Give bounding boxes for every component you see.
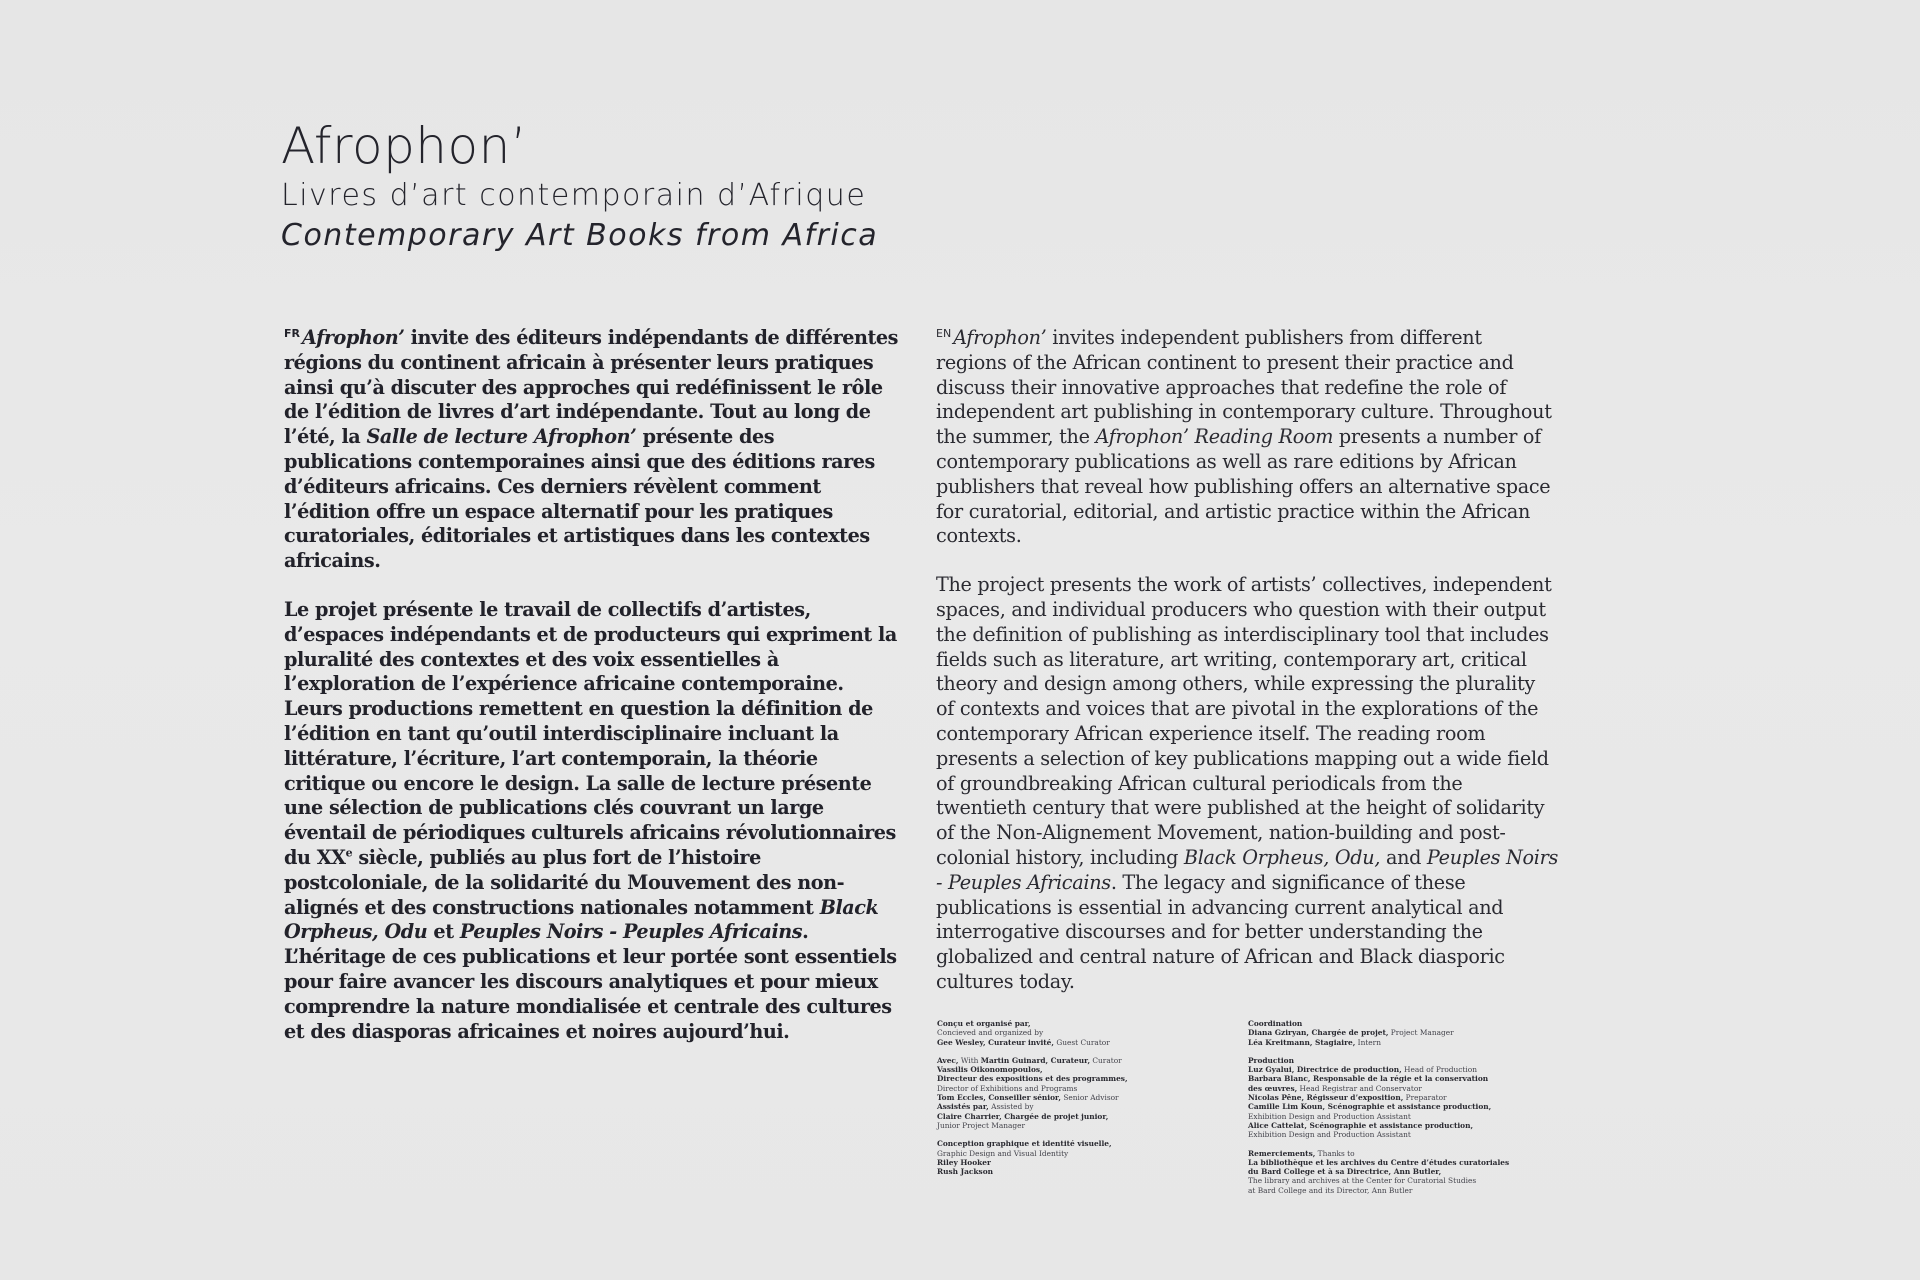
credit-line — [937, 1074, 1217, 1083]
credit-line — [1248, 1158, 1548, 1167]
credit-name: Avec, — [937, 1055, 959, 1065]
credit-line — [937, 1084, 1217, 1093]
credit-line — [937, 1028, 1217, 1037]
credit-line — [937, 1149, 1217, 1158]
text-run: et — [427, 920, 460, 944]
text-run: présente des publications contemporaines ainsi que des éditions rares d’éditeurs africains. Ces derniers révèlent comment l’édition offre un espace alternatif pour les pratiques curatoriales, éditoriales et artistiques dans les contextes africains. — [284, 425, 875, 573]
italic-title-run: Afrophon’ — [301, 326, 405, 349]
credit-name: Remerciements, — [1248, 1148, 1316, 1158]
credit-name: Léa Kreitmann, Stagiaire, — [1248, 1037, 1356, 1047]
credit-role: The library and archives at the Center for Curatorial Studies — [1248, 1176, 1477, 1186]
text-run: siècle, publiés au plus fort de l’histoire postcoloniale, de la solidarité du Mouvement des non-alignés et des constructions nationales notamment — [284, 845, 845, 919]
credit-name: Vassilis Oikonomopoulos, — [937, 1065, 1043, 1075]
subtitle-english: Contemporary Art Books from Africa — [281, 217, 879, 253]
credit-role: Graphic Design and Visual Identity — [937, 1148, 1069, 1158]
credit-group — [937, 1019, 1217, 1047]
credit-group — [937, 1056, 1217, 1130]
language-tag-fr: FR — [284, 327, 300, 340]
text-run: Le projet présente le travail de collectifs d’artistes, d’espaces indépendants et de producteurs qui expriment la pluralité des contextes et des voix essentielles à l’exploration de l’expérience africaine contemporaine. Leurs productions remettent en question la définition de l’édition en tant qu’outil interdisciplinaire incluant la littérature, l’écriture, l’art contemporain, la théorie critique ou encore le design. La salle de lecture présente une sélection de publications clés couvrant un large éventail de périodiques culturels africains révolutionnaires du XX — [284, 597, 897, 869]
french-paragraph-1 — [284, 322, 904, 574]
credit-role: Guest Curator — [1053, 1037, 1110, 1047]
credit-role: Thanks to — [1315, 1148, 1355, 1158]
credit-line — [1248, 1121, 1548, 1130]
text-run: . L’héritage de ces publications et leur portée sont essentiels pour faire avancer les discours analytiques et pour mieux comprendre la nature mondialisée et centrale des cultures et des diasporas africaines et noires aujourd’hui. — [284, 920, 897, 1043]
credit-line — [1248, 1176, 1548, 1185]
credit-name: Luz Gyalui, Directrice de production, — [1248, 1065, 1402, 1075]
credit-role: Director of Exhibitions and Programs — [937, 1083, 1078, 1093]
text-run: . The legacy and significance of these publications is essential in advancing current analytical and interrogative discourses and for better understanding the globalized and central nature of African and Black diasporic cultures today. — [936, 870, 1505, 993]
text-run: presents a number of contemporary publications as well as rare editions by African publishers that reveal how publishing offers an alternative space for curatorial, editorial, and artistic practice within the African contexts. — [936, 425, 1551, 548]
credit-line — [1248, 1028, 1548, 1037]
italic-title-run: Black Orpheus, Odu — [284, 895, 879, 944]
credit-role: Preparator — [1403, 1093, 1447, 1103]
credit-line — [1248, 1112, 1548, 1121]
credit-name: Camille Lim Koun, Scénographie et assistance production, — [1248, 1102, 1492, 1112]
credit-role: Exhibition Design and Production Assistant — [1248, 1111, 1411, 1121]
subtitle-french: Livres d’art contemporain d’Afrique — [281, 177, 867, 213]
credit-line — [937, 1056, 1217, 1065]
credit-name: des œuvres, — [1248, 1083, 1298, 1093]
text-run: and — [1380, 845, 1427, 869]
credit-name: Martin Guinard, Curateur, — [980, 1055, 1091, 1065]
credit-line — [1248, 1056, 1548, 1065]
credit-line — [1248, 1065, 1548, 1074]
credit-line — [1248, 1038, 1548, 1047]
french-text-column — [284, 322, 904, 1068]
exhibition-title: Afrophon’ — [281, 117, 528, 175]
credit-name: Coordination — [1248, 1019, 1303, 1028]
credit-role: Head of Production — [1401, 1065, 1477, 1075]
credit-group — [1248, 1149, 1548, 1195]
credit-line — [937, 1102, 1217, 1111]
credit-role: Head Registrar and Conservator — [1297, 1083, 1422, 1093]
credit-role: Exhibition Design and Production Assistant — [1248, 1130, 1411, 1140]
credit-role: Curator — [1090, 1055, 1122, 1065]
credit-line — [937, 1019, 1217, 1028]
credit-line — [937, 1112, 1217, 1121]
credit-line — [937, 1139, 1217, 1148]
superscript-run: e — [345, 846, 353, 860]
italic-title-run: Peuples Noirs - Peuples Africains — [459, 920, 803, 944]
credit-line — [1248, 1167, 1548, 1176]
credit-line — [1248, 1186, 1548, 1195]
credit-line — [1248, 1102, 1548, 1111]
credits-column-right — [1248, 1019, 1548, 1204]
credit-line — [1248, 1149, 1548, 1158]
credit-line — [1248, 1019, 1548, 1028]
credit-role: Assisted by — [988, 1102, 1034, 1112]
credit-role: Junior Project Manager — [937, 1120, 1026, 1130]
credit-line — [937, 1065, 1217, 1074]
credit-name: Conçu et organisé par, — [937, 1019, 1031, 1028]
credit-name: Directeur des expositions et des programmes, — [937, 1074, 1128, 1084]
italic-title-run: Peuples Noirs - Peuples Africains — [936, 845, 1558, 894]
credit-name: Diana Gziryan, Chargée de projet, — [1248, 1028, 1389, 1038]
credit-name: Nicolas Pêne, Régisseur d’exposition, — [1248, 1093, 1404, 1103]
credit-role: With — [958, 1055, 981, 1065]
credit-name: Claire Charrier, Chargée de projet junior, — [937, 1111, 1109, 1121]
credit-name: Gee Wesley, Curateur invité, — [937, 1037, 1054, 1047]
english-paragraph-1 — [936, 322, 1558, 549]
credit-line — [937, 1158, 1217, 1167]
italic-title-run: Afrophon’ — [953, 326, 1047, 349]
french-paragraph-1-body — [284, 326, 898, 572]
english-text-column — [936, 322, 1558, 1019]
credit-line — [1248, 1093, 1548, 1102]
credit-line — [1248, 1074, 1548, 1083]
italic-title-run: Salle de lecture Afrophon’ — [366, 425, 637, 449]
credit-name: Conception graphique et identité visuelle, — [937, 1139, 1112, 1149]
credit-role: Project Manager — [1388, 1028, 1454, 1038]
credit-group — [937, 1139, 1217, 1176]
credit-name: Production — [1248, 1055, 1294, 1065]
credit-name: Tom Eccles, Conseiller sénior, — [937, 1093, 1061, 1103]
text-run: invite des éditeurs indépendants de différentes régions du continent africain à présenter leurs pratiques ainsi qu’à discuter des approches qui redéfinissent le rôle de l’édition de livres d’art indépendante. Tout au long de l’été, la — [284, 326, 899, 449]
credit-line — [1248, 1084, 1548, 1093]
credit-line — [1248, 1130, 1548, 1139]
credit-line — [937, 1167, 1217, 1176]
text-run: invites independent publishers from different regions of the African continent to present their practice and discuss their innovative approaches that redefine the role of independent art publishing in contemporary culture. Throughout the summer, the — [936, 326, 1552, 449]
credit-name: Alice Cattelat, Scénographie et assistance production, — [1248, 1120, 1474, 1130]
credit-name: La bibliothèque et les archives du Centre d’études curatoriales — [1248, 1157, 1510, 1167]
french-paragraph-2 — [284, 598, 904, 1044]
credit-line — [937, 1038, 1217, 1047]
credit-group — [1248, 1019, 1548, 1047]
credit-role: at Bard College and its Director, Ann Butler — [1248, 1185, 1413, 1195]
credit-name: du Bard College et à sa Directrice, Ann Butler, — [1248, 1167, 1442, 1177]
text-run: The project presents the work of artists’ collectives, independent spaces, and individual producers who question with their output the definition of publishing as interdisciplinary tool that includes fields such as literature, art writing, contemporary art, critical theory and design among others, while expressing the plurality of contexts and voices that are pivotal in the explorations of the contemporary African experience itself. The reading room presents a selection of key publications mapping out a wide field of groundbreaking African cultural periodicals from the twentieth century that were published at the height of solidarity of the Non-Alignement Movement, nation-building and post-colonial history, including — [936, 573, 1552, 869]
credit-name: Assistés par, — [937, 1102, 989, 1112]
credit-name: Barbara Blanc, Responsable de la régie et la conservation — [1248, 1074, 1489, 1084]
credit-role: Senior Advisor — [1060, 1093, 1119, 1103]
english-paragraph-1-body — [936, 326, 1552, 547]
italic-title-run: Afrophon’ Reading Room — [1095, 425, 1334, 449]
credit-name: Rush Jackson — [937, 1167, 993, 1177]
credits-column-left — [937, 1019, 1217, 1185]
language-tag-en: EN — [936, 327, 952, 340]
title-block — [281, 118, 981, 254]
credit-group — [1248, 1056, 1548, 1140]
english-paragraph-2 — [936, 573, 1558, 995]
credit-role: Intern — [1355, 1037, 1381, 1047]
credit-line — [937, 1093, 1217, 1102]
credit-line — [937, 1121, 1217, 1130]
italic-title-run: Black Orpheus, Odu, — [1183, 845, 1381, 869]
credit-role: Concieved and organized by — [937, 1028, 1044, 1038]
credit-name: Riley Hooker — [937, 1157, 991, 1167]
